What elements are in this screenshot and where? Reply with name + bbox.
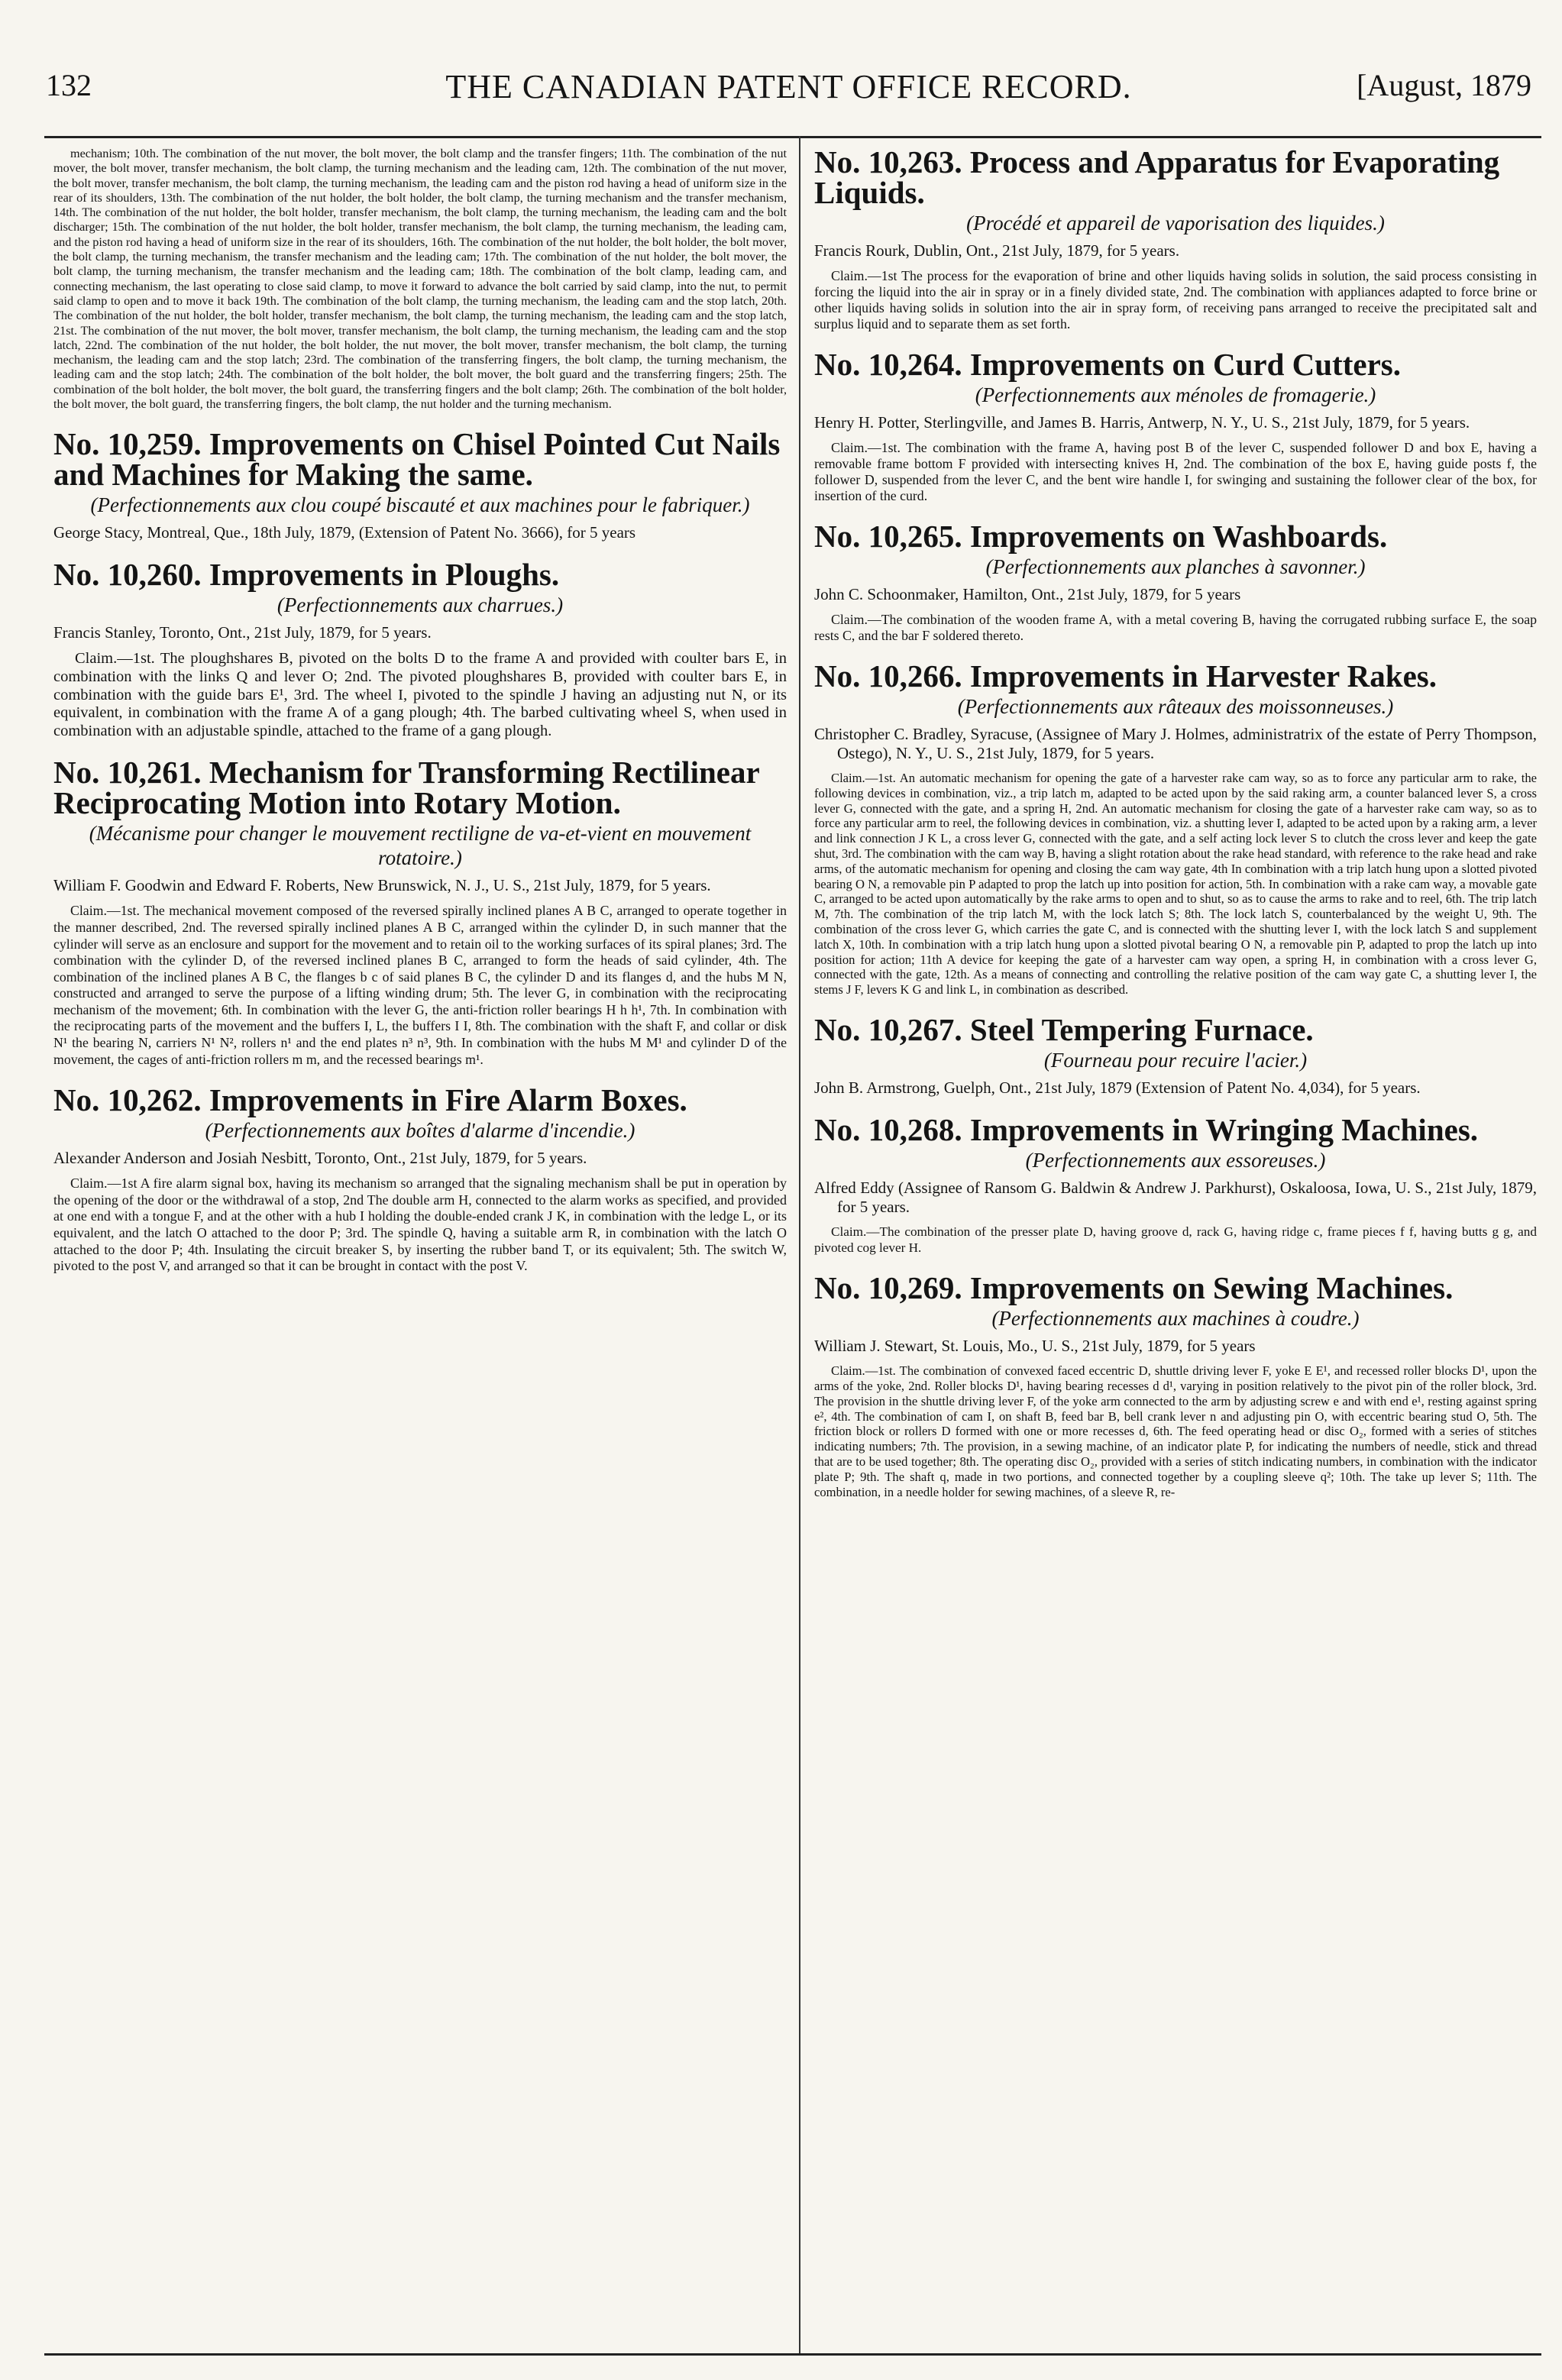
page-number: 132	[46, 68, 92, 102]
patent-title: No. 10,264. Improvements on Curd Cutters.	[814, 347, 1401, 382]
french-title: (Perfectionnements aux essoreuses.)	[1025, 1148, 1326, 1172]
patent-title: No. 10,268. Improvements in Wringing Machines.	[814, 1111, 1479, 1147]
patent-title: No. 10,267. Steel Tempering Furnace.	[814, 1011, 1314, 1047]
french-title: (Perfectionnements aux clou coupé biscauté et aux machines pour le fabriquer.)	[90, 493, 750, 517]
patent-entry-10263	[814, 147, 1537, 332]
patent-title: No. 10,259. Improvements on Chisel Pointed Cut Nails and Machines for Making the same.	[53, 426, 781, 493]
left-column	[53, 147, 787, 2343]
french-title: (Perfectionnements aux boîtes d'alarme d'incendie.)	[205, 1119, 635, 1143]
grantee-line: John B. Armstrong, Guelph, Ont., 21st July, 1879 (Extension of Patent No. 4,034), for 5 years.	[814, 1078, 1421, 1097]
grantee-line: Alfred Eddy (Assignee of Ransom G. Baldwin & Andrew J. Parkhurst), Oskaloosa, Iowa, U. S., 21st July, 1879, for 5 years.	[814, 1178, 1537, 1216]
patent-title: No. 10,265. Improvements on Washboards.	[814, 519, 1388, 554]
claim-text: Claim.—1st A fire alarm signal box, having its mechanism so arranged that the signaling mechanism shall be put in operation by the opening of the door or the withdrawal of a stop, 2nd The double arm H, connected to the alarm works as specified, and provided at one end with a tongue F, and at the other with a hub I holding the double-ended crank J K, in combination with the ledge L, or its equivalent, and the latch O attached to the door P; 3rd. The spindle Q, having a suitable arm R, in combination with the latch O attached to the door P; 4th. Insulating the circuit breaker S, by inserting the rubber band T, or its equivalent; 5th. The switch W, pivoted to the post V, and arranged so that it can be brought in contact with the post V.	[53, 1175, 787, 1274]
page-header	[46, 67, 1531, 113]
grantee-line: William J. Stewart, St. Louis, Mo., U. S., 21st July, 1879, for 5 years	[814, 1337, 1256, 1356]
journal-title: THE CANADIAN PATENT OFFICE RECORD.	[445, 68, 1132, 105]
french-title: (Perfectionnements aux machines à coudre.)	[991, 1307, 1360, 1331]
patent-entry-10267	[814, 1011, 1537, 1098]
issue-date: [August, 1879	[1357, 68, 1531, 102]
column-divider	[799, 136, 800, 2353]
grantee-line: Alexander Anderson and Josiah Nesbitt, Toronto, Ont., 21st July, 1879, for 5 years.	[53, 1149, 587, 1168]
claim-text: Claim.—1st The process for the evaporation of brine and other liquids having solids in solution, the said process consisting in forcing the liquid into the air in spray or in a finely divided state, 2nd. The combination with appliances adapted to force brine or other liquids having solids in solution into the air in spray form, of receiving pans arranged to receive the precipitated salt and surplus liquid and to separate them as set forth.	[814, 268, 1537, 331]
claim-text: Claim.—1st. The mechanical movement composed of the reversed spirally inclined planes A B C, arranged to operate together in the manner described, 2nd. The reversed spirally inclined planes A B C, arranged within the cylinder D, in such manner that the cylinder will serve as an enclosure and support for the movement and to retain oil to the working surfaces of its spiral planes; 3rd. The combination with the cylinder D, of the reversed inclined planes B C, arranged to form the heads of said cylinder, 4th. The combination of the inclined planes A B C, the flanges b c of said planes B C, the cylinder D and its flanges d, and the hubs M N, constructed and arranged to serve the purpose of a lifting winding drum; 5th. The lever G, in combination with the reciprocating mechanism of the movement; 6th. In combination with the lever G, the anti-friction roller bearings H h h¹, 7th. In combination with the reciprocating parts of the movement and the buffers I, L, the buffers I I, 8th. The combination with the shaft F, and collar or disk N¹ the bearing N, carriers N¹ N², rollers n¹ and the end plates n³ n³, 9th. In combination with the hubs M M¹ and cylinder D of the movement, the cages of anti-friction rollers m m, and the recessed bearings m¹.	[53, 903, 787, 1067]
claim-text: Claim.—1st. The combination with the frame A, having post B of the lever C, suspended follower D and box E, having a removable frame bottom F provided with intersecting knives H, 2nd. The combination of the box E, having guide posts f, the follower D, suspended from the lever C, and the bent wire handle I, for swinging and sustaining the follower clear of the box, for insertion of the curd.	[814, 440, 1537, 503]
claim-text: Claim.—The combination of the presser plate D, having groove d, rack G, having ridge c, frame pieces f f, having butts g g, and pivoted cog lever H.	[814, 1224, 1537, 1255]
patent-entry-10261	[53, 757, 787, 1068]
patent-entry-10260	[53, 559, 787, 740]
patent-entry-10268	[814, 1111, 1537, 1256]
grantee-line: John C. Schoonmaker, Hamilton, Ont., 21st July, 1879, for 5 years	[814, 585, 1241, 603]
patent-entry-10262	[53, 1082, 787, 1275]
claim-text: Claim.—1st. The combination of convexed faced eccentric D, shuttle driving lever F, yoke E E¹, and recessed roller blocks D¹, upon the arms of the yoke, 2nd. Roller blocks D¹, having bearing recesses d d¹, varying in position relatively to the pivot pin of the roller block, 3rd. The provision in the shuttle driving lever F, of the yoke arm connected to the arm by adjusting screw e and with end e¹, resting against spring e², 4th. The combination of cam I, on shaft B, feed bar B, bell crank lever n and adjusting pin O, with eccentric bearing stud O, 5th. The friction block or rollers D formed with one or more recesses d, 6th. The feed operating head or disc O₂, formed with a series of stitches indicating numbers; 7th. The provision, in a sewing machine, of an indicator plate P, for indicating the numbers of needle, stick and thread that are to be used together; 8th. The operating disc O₂, provided with a series of stitch indicating numbers, in combination with the indicator plate P; 9th. The shaft q, made in two portions, and connected together by a coupling sleeve q²; 10th. The take up lever S; 11th. The combination, in a needle holder for sewing machines, of a sleeve R, re-	[814, 1363, 1537, 1499]
continued-claims	[53, 147, 787, 412]
french-title: (Perfectionnements aux charrues.)	[277, 593, 564, 617]
french-title: (Perfectionnements aux ménoles de fromagerie.)	[975, 383, 1376, 406]
patent-entry-10264	[814, 349, 1537, 504]
patent-entry-10269	[814, 1272, 1537, 1499]
claim-text: Claim.—1st. An automatic mechanism for opening the gate of a harvester rake cam way, so as to force any particular arm to rake, the following devices in combination, viz., a trip latch m, adapted to be acted upon by the said raking arm, a counter balanced lever S, a cross lever G, connected with the gate, and a spring H, 2nd. An automatic mechanism for closing the gate of a harvester rake cam way, so as to force any particular arm to reel, the following devices in combination, viz. a shutting lever I, adapted to be acted upon by a raking arm, a lever and link connection J K L, a cross lever G, connected with the gate, and a self acting lock lever S to clutch the cross lever and keep the gate shut, 3rd. The combination with the cam way B, having a slight rotation about the rake head standard, with reference to the rake head and rake arms, of the automatic mechanism for opening and closing the cam way gate, 4th In combination with a trip latch hung upon a slotted pivoted bearing O N, a removable pin P adapted to prop the latch up into position for action, 5th. In combination with a rake cam way, a movable gate C, arranged to be acted upon automatically by the rake arms to open and to shut, so as to cause the arms to rake and to reel, 6th. The trip latch M, 7th. The combination of the trip latch M, with the lock latch S; 8th. The lock latch S, counterbalanced by the weight U, 9th. The combination of the cross lever G, which carries the gate C, and is connected with the shutting lever I, with the lock latch S and supplement latch X, 10th. In combination with a trip latch hung upon a slotted pivotal bearing O N, a removable pin P, adapted to prop the latch up into position for action; 11th A device for keeping the gate of a harvester cam way open, a spring H, in combination with a cross lever G, connected with the gate, 12th. As a means of connecting and controlling the relative position of the cam way gate C, a shutting lever I, the stems J F, levers K G and link L, in combination as described.	[814, 771, 1537, 998]
french-title: (Fourneau pour recuire l'acier.)	[1043, 1048, 1308, 1072]
claim-text: Claim.—1st. The ploughshares B, pivoted on the bolts D to the frame A and provided with coulter bars E, in combination with the links Q and lever O; 2nd. The pivoted ploughshares B, provided with coulter bars E, in combination with the guide bars E¹, 3rd. The wheel I, pivoted to the spindle J having an adjusting nut N, or its equivalent, in combination with the frame A of a gang plough; 4th. The barbed cultivating wheel S, when used in combination with an adjustable spindle, attached to the frame of a gang plough.	[53, 650, 787, 739]
patent-entry-10265	[814, 521, 1537, 644]
patent-title: No. 10,266. Improvements in Harvester Rakes.	[814, 658, 1437, 694]
patent-title: No. 10,261. Mechanism for Transforming Rectilinear Reciprocating Motion into Rotary Motion.	[53, 755, 759, 821]
patent-title: No. 10,262. Improvements in Fire Alarm Boxes.	[53, 1082, 687, 1118]
patent-title: No. 10,263. Process and Apparatus for Evaporating Liquids.	[814, 147, 1500, 210]
french-title: (Mécanisme pour changer le mouvement rectiligne de va-et-vient en mouvement rotatoire.)	[89, 822, 752, 870]
patent-entry-10266	[814, 658, 1537, 998]
grantee-line: Francis Rourk, Dublin, Ont., 21st July, 1879, for 5 years.	[814, 241, 1180, 260]
patent-title: No. 10,260. Improvements in Ploughs.	[53, 557, 560, 593]
french-title: (Procédé et appareil de vaporisation des liquides.)	[966, 212, 1385, 234]
french-title: (Perfectionnements aux râteaux des moissonneuses.)	[957, 695, 1394, 718]
patent-entry-10259	[53, 428, 787, 542]
grantee-line: George Stacy, Montreal, Que., 18th July, 1879, (Extension of Patent No. 3666), for 5 years	[53, 523, 636, 542]
french-title: (Perfectionnements aux planches à savonner.)	[985, 555, 1366, 578]
grantee-line: Henry H. Potter, Sterlingville, and James B. Harris, Antwerp, N. Y., U. S., 21st July, 1879, for 5 years.	[814, 413, 1470, 432]
patent-title: No. 10,269. Improvements on Sewing Machines.	[814, 1270, 1454, 1306]
grantee-line: Francis Stanley, Toronto, Ont., 21st July, 1879, for 5 years.	[53, 623, 432, 642]
right-column	[814, 147, 1537, 2343]
grantee-line: Christopher C. Bradley, Syracuse, (Assignee of Mary J. Holmes, administratrix of the estate of Perry Thompson, Ostego), N. Y., U. S., 21st July, 1879, for 5 years.	[814, 725, 1537, 762]
grantee-line: William F. Goodwin and Edward F. Roberts, New Brunswick, N. J., U. S., 21st July, 1879, for 5 years.	[53, 876, 711, 895]
continued-claims-text: mechanism; 10th. The combination of the nut mover, the bolt mover, the bolt clamp and the transfer fingers; 11th. The combination of the nut mover, the bolt mover, transfer mechanism, the bolt clamp, the turning mechanism and the leading cam, 12th. The combination of the nut mover, the bolt mover, transfer mechanism, the bolt clamp, the turning mechanism, the leading cam and the piston rod having a head of uniform size in the rear of its shoulders, 13th. The combination of the nut holder, the bolt holder, the bolt clamp, the turning mechanism and the transfer mechanism, 14th. The combination of the nut holder, the bolt holder, transfer mechanism, the bolt clamp, the turning mechanism, the leading cam and the bolt discharger; 15th. The combination of the nut holder, the bolt holder, transfer mechanism, the bolt clamp, the turning mechanism, the leading cam, and the piston rod having a head of uniform size in the rear of its shoulders, 16th. The combination of the nut holder, the bolt holder, the bolt mover, the bolt clamp, the turning mechanism, the transfer mechanism and the leading cam; 17th. The combination of the nut holder, the bolt mover, the bolt clamp, the turning mechanism, the transfer mechanism and the leading cam; 18th. The combination of the bolt clamp, leading cam, and connecting mechanism, the last operating to close said clamp, to move it forward to advance the bolt carried by said clamp, into the nut, to permit said clamp to open and to move it back 19th. The combination of the bolt clamp, the turning mechanism, the leading cam and the stop latch, 20th. The combination of the nut holder, the bolt holder, transfer mechanism, the bolt clamp, the turning mechanism, the leading cam and the stop latch, 21st. The combination of the nut mover, the bolt mover, transfer mechanism, the bolt clamp, the turning mechanism, the leading cam and the stop latch, 22nd. The combination of the nut holder, the bolt holder, the nut mover, the bolt mover, transfer mechanism, the bolt clamp, the turning mechanism, the leading cam and the stop latch; 23rd. The combination of the transferring fingers, the bolt clamp, the turning mechanism, the leading cam and the stop latch; 24th. The combination of the bolt holder, the bolt mover, the bolt guard and the transferring fingers; 25th. The combination of the bolt holder, the bolt mover, the bolt guard, the transferring fingers and the bolt clamp; 26th. The combination of the bolt holder, the bolt mover, the bolt guard, the transferring fingers, the bolt clamp, the nut holder and the turning mechanism.	[53, 147, 787, 412]
claim-text: Claim.—The combination of the wooden frame A, with a metal covering B, having the corrugated rubbing surface E, the soap rests C, and the bar F soldered thereto.	[814, 612, 1537, 643]
